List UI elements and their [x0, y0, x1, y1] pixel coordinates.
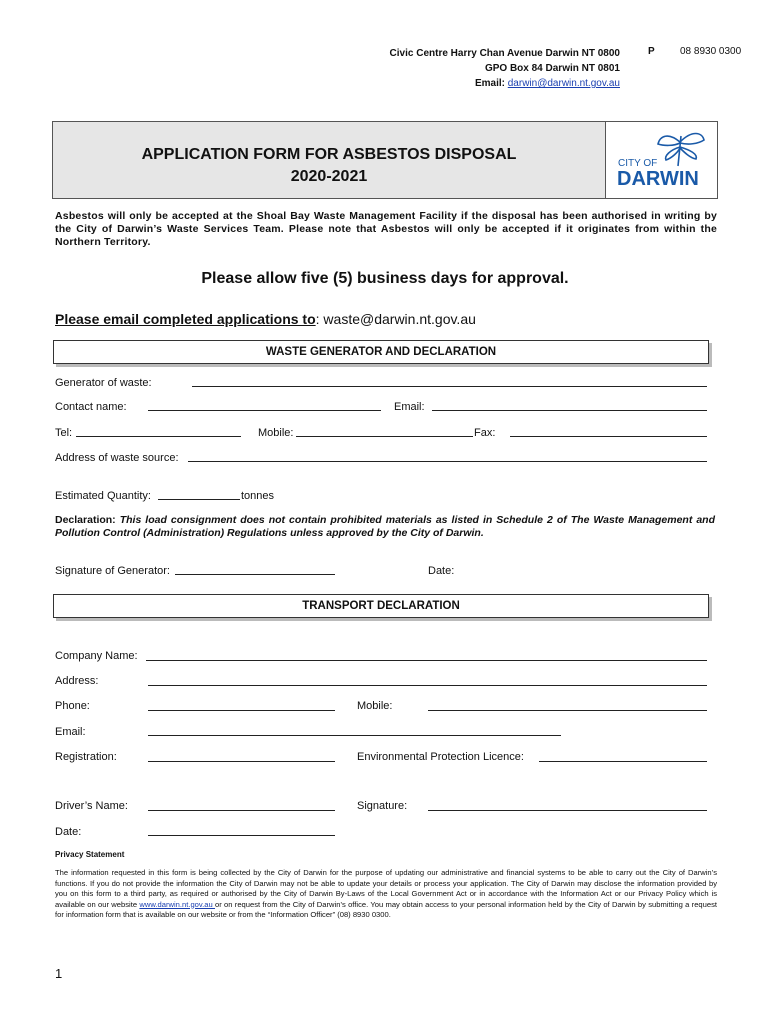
transport-signature-field[interactable] — [428, 810, 707, 811]
address-line-1: Civic Centre Harry Chan Avenue Darwin NT 0800 — [389, 48, 620, 59]
phone-number: 08 8930 0300 — [680, 46, 742, 57]
fax-label: Fax: — [474, 427, 496, 439]
privacy-text-1: The information requested in this form is being collected by the City of Darwin for the purpose of updating our administrative and financial systems to be able to carry out the City of Darwin’s functions. If you do not provide the information the City of Darwin may not be able to update your details or process your application. The City of Darwin may disclose the information provided by you on this form to a third party, as required or authorised by the City of Darwin By-Laws of the Local Government Act or in accordance with the Information Act or our Privacy Policy which is available on our website — [55, 868, 717, 909]
email-row — [380, 76, 620, 91]
website-link[interactable]: www.darwin.nt.gov.au — [139, 899, 215, 909]
submit-instructions — [55, 311, 476, 327]
company-name-label: Company Name: — [55, 650, 138, 662]
company-name-field[interactable] — [146, 660, 707, 661]
approval-notice: Please allow five (5) business days for approval. — [201, 270, 569, 287]
tel-label: Tel: — [55, 427, 73, 439]
tel-field[interactable] — [76, 436, 241, 437]
mobile-label: Mobile: — [258, 427, 294, 439]
privacy-text-2: or on request from the City of Darwin’s office. You may obtain access to your personal information held by the City of Darwin by submitting a request for information form that is available on our website or from the “Information Officer” (08) 8930 0300. — [55, 899, 717, 919]
phone-label: P — [648, 46, 655, 57]
contact-block — [380, 46, 620, 91]
transport-section-heading: TRANSPORT DECLARATION — [53, 594, 709, 618]
driver-name-label: Driver’s Name: — [55, 800, 128, 812]
waste-address-field[interactable] — [188, 461, 707, 462]
quantity-label: Estimated Quantity: — [55, 490, 151, 502]
registration-label: Registration: — [55, 751, 117, 763]
council-email-link[interactable]: darwin@darwin.nt.gov.au — [507, 78, 620, 89]
address-line-2: GPO Box 84 Darwin NT 0801 — [484, 63, 620, 74]
transport-signature-label: Signature: — [357, 800, 408, 812]
declaration — [55, 514, 715, 540]
transport-address-field[interactable] — [148, 685, 707, 686]
logo-text-top: CITY OF — [618, 158, 658, 169]
email-label: Email: — [474, 78, 505, 89]
licence-field[interactable] — [539, 761, 707, 762]
transport-date-label: Date: — [55, 826, 82, 838]
driver-name-field[interactable] — [148, 810, 335, 811]
transport-address-label: Address: — [55, 675, 99, 687]
licence-label: Environmental Protection Licence: — [357, 751, 524, 763]
generator-signature-label: Signature of Generator: — [55, 565, 170, 577]
submit-email: waste@darwin.nt.gov.au — [323, 311, 476, 327]
form-title-line-1: APPLICATION FORM FOR ASBESTOS DISPOSAL — [141, 146, 517, 163]
waste-section-heading: WASTE GENERATOR AND DECLARATION — [53, 340, 709, 364]
declaration-heading: Declaration: — [55, 514, 116, 526]
submit-label: Please email completed applications to — [55, 311, 316, 327]
logo-text-bottom: DARWIN — [617, 168, 699, 190]
fax-field[interactable] — [510, 436, 707, 437]
city-of-darwin-logo — [606, 122, 717, 198]
declaration-text: This load consignment does not contain prohibited materials as listed in Schedule 2 of The Waste Management and Pollution Control (Administration) Regulations unless approved by the City of Darwin. — [55, 514, 715, 539]
registration-field[interactable] — [148, 761, 335, 762]
quantity-unit: tonnes — [241, 490, 275, 502]
transport-email-field[interactable] — [148, 735, 561, 736]
mobile-field[interactable] — [296, 436, 473, 437]
transport-date-field[interactable] — [148, 835, 335, 836]
page-number: 1 — [55, 966, 63, 981]
title-panel — [53, 122, 606, 198]
generator-signature-field[interactable] — [175, 574, 335, 575]
form-title — [53, 144, 605, 188]
transport-mobile-label: Mobile: — [357, 700, 393, 712]
generator-date-label: Date: — [428, 565, 455, 577]
transport-mobile-field[interactable] — [428, 710, 707, 711]
generator-email-label: Email: — [394, 401, 425, 413]
form-title-line-2: 2020-2021 — [290, 168, 368, 185]
waste-address-label: Address of waste source: — [55, 452, 179, 464]
transport-phone-label: Phone: — [55, 700, 90, 712]
generator-email-field[interactable] — [432, 410, 707, 411]
transport-email-label: Email: — [55, 726, 86, 738]
intro-paragraph: Asbestos will only be accepted at the Shoal Bay Waste Management Facility if the disposal has been authorised in writing by the City of Darwin’s Waste Services Team. Please note that Asbestos will only be accepted if it originates from within the Northern Territory. — [55, 210, 717, 248]
generator-label: Generator of waste: — [55, 377, 152, 389]
quantity-field[interactable] — [158, 499, 240, 500]
title-box — [52, 121, 718, 199]
privacy-statement — [55, 868, 717, 921]
contact-name-field[interactable] — [148, 410, 381, 411]
transport-phone-field[interactable] — [148, 710, 335, 711]
privacy-heading: Privacy Statement — [55, 850, 125, 859]
contact-name-label: Contact name: — [55, 401, 127, 413]
submit-colon: : — [315, 311, 320, 327]
generator-field[interactable] — [192, 386, 707, 387]
dragonfly-icon — [658, 134, 704, 167]
